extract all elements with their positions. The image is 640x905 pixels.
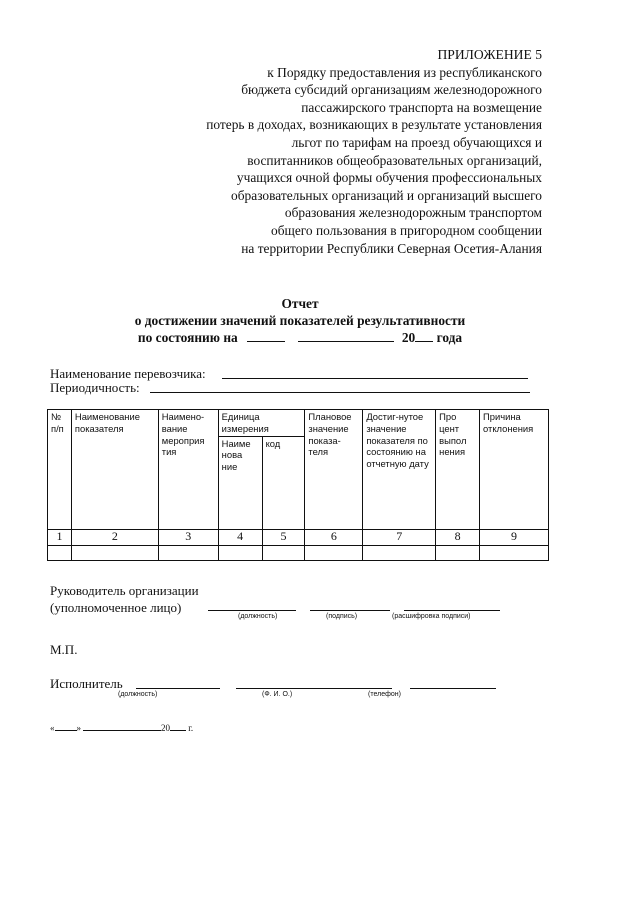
- header-unit-group: Единица измерения: [218, 410, 305, 437]
- date-year-blank[interactable]: [170, 722, 186, 731]
- col-number: 8: [436, 529, 480, 545]
- report-date-prefix: по состоянию на: [137, 330, 238, 345]
- appendix-line: образования железнодорожным транспортом: [284, 205, 542, 221]
- header-reason: Причина отклонения: [480, 410, 549, 530]
- col-number: 4: [218, 529, 262, 545]
- appendix-line: льгот по тарифам на проезд обучающихся и: [291, 134, 542, 150]
- date-open-quote: «: [50, 723, 55, 733]
- appendix-line: образовательных организаций и организаций высшего: [231, 187, 542, 203]
- table-cell[interactable]: [71, 545, 158, 560]
- table-cell[interactable]: [436, 545, 480, 560]
- table-cell[interactable]: [158, 545, 218, 560]
- appendix-line: бюджета субсидий организациям железнодорожного: [241, 82, 542, 98]
- date-day-blank[interactable]: [55, 722, 77, 731]
- appendix-title: ПРИЛОЖЕНИЕ 5: [437, 47, 542, 62]
- table-number-row: [48, 529, 549, 545]
- header-number: № п/п: [48, 410, 72, 530]
- appendix-line: на территории Республики Северная Осетия-Алания: [241, 240, 542, 256]
- head-label-line2: (уполномоченное лицо): [50, 600, 182, 615]
- report-year-suffix: года: [436, 330, 463, 345]
- header-achieved-value: Достиг-нутое значение показателя по состоянию на отчетную дату: [363, 410, 436, 530]
- period-label: Периодичность:: [50, 380, 140, 395]
- appendix-line: учащихся очной формы обучения профессиональных: [236, 170, 542, 186]
- report-date-line: [0, 329, 600, 346]
- executor-position-caption: (должность): [118, 691, 158, 698]
- appendix-line: потерь в доходах, возникающих в результате установления: [206, 117, 542, 133]
- executor-label: Исполнитель: [50, 676, 123, 691]
- executor-name-caption: (Ф. И. О.): [262, 691, 293, 698]
- period-field: [50, 380, 140, 396]
- position-caption: (должность): [238, 613, 278, 620]
- col-number: 3: [158, 529, 218, 545]
- header-unit-code: код: [262, 436, 305, 529]
- head-decode-line[interactable]: [404, 610, 500, 611]
- executor-position-line[interactable]: [136, 688, 220, 689]
- table-cell[interactable]: [48, 545, 72, 560]
- report-subtitle: о достижении значений показателей результативности: [134, 313, 466, 328]
- header-planned-value: Плановое значение показа-теля: [305, 410, 363, 530]
- col-number: 6: [305, 529, 363, 545]
- table-cell[interactable]: [363, 545, 436, 560]
- header-indicator-name: Наименование показателя: [71, 410, 158, 530]
- appendix-line: пассажирского транспорта на возмещение: [301, 99, 542, 115]
- header-unit-name: Наиме нова ние: [218, 436, 262, 529]
- col-number: 9: [480, 529, 549, 545]
- year-blank[interactable]: [415, 329, 433, 342]
- col-number: 7: [363, 529, 436, 545]
- appendix-header: [82, 46, 542, 257]
- date-line: [50, 722, 193, 733]
- head-signature-line[interactable]: [310, 610, 390, 611]
- day-blank[interactable]: [247, 329, 285, 342]
- carrier-input-line[interactable]: [222, 378, 528, 379]
- date-year: 20: [161, 723, 170, 733]
- report-table: [47, 409, 549, 561]
- head-position-line[interactable]: [208, 610, 296, 611]
- table-cell[interactable]: [262, 545, 305, 560]
- executor-phone-line[interactable]: [410, 688, 496, 689]
- executor-name-line[interactable]: [236, 688, 392, 689]
- col-number: 2: [71, 529, 158, 545]
- table-cell[interactable]: [305, 545, 363, 560]
- head-label-line1: Руководитель организации: [50, 583, 199, 598]
- stamp-label: М.П.: [50, 642, 78, 657]
- report-title: Отчет: [281, 296, 319, 311]
- decode-caption: (расшифровка подписи): [392, 613, 471, 620]
- table-header-row: [48, 410, 549, 437]
- col-number: 5: [262, 529, 305, 545]
- date-month-blank[interactable]: [83, 722, 161, 731]
- appendix-line: общего пользования в пригородном сообщении: [271, 222, 542, 238]
- header-event-name: Наимено-вание мероприя тия: [158, 410, 218, 530]
- header-percent: Про цент выпол нения: [436, 410, 480, 530]
- appendix-line: к Порядку предоставления из республиканского: [267, 64, 542, 80]
- period-input-line[interactable]: [150, 392, 530, 393]
- table-cell[interactable]: [218, 545, 262, 560]
- report-year-prefix: 20: [401, 330, 416, 345]
- executor-phone-caption: (телефон): [368, 691, 401, 698]
- head-signature-label: [50, 582, 199, 616]
- col-number: 1: [48, 529, 72, 545]
- table-cell[interactable]: [480, 545, 549, 560]
- appendix-line: воспитанников общеобразовательных организаций,: [247, 152, 542, 168]
- date-close-quote: »: [76, 723, 81, 733]
- signature-caption: (подпись): [326, 613, 358, 620]
- date-suffix: г.: [188, 723, 194, 733]
- month-blank[interactable]: [298, 329, 394, 342]
- report-heading: [0, 295, 600, 346]
- carrier-label: Наименование перевозчика:: [50, 366, 206, 381]
- table-row: [48, 545, 549, 560]
